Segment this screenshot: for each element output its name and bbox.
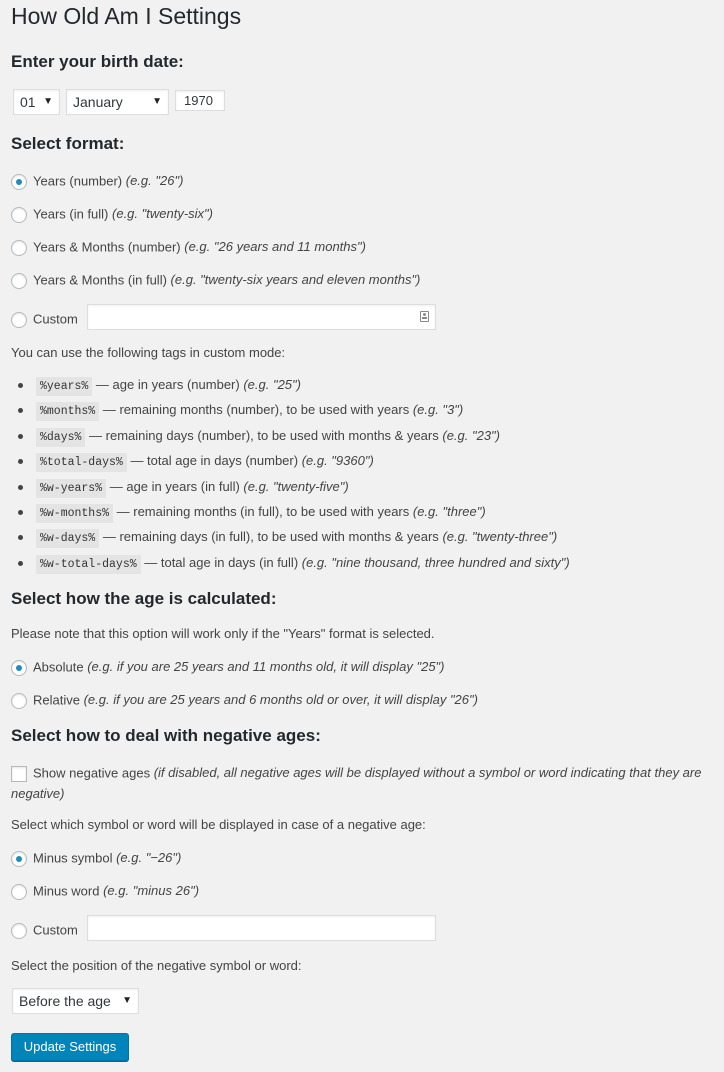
option-label: Years & Months (in full) xyxy=(33,272,167,288)
list-item xyxy=(11,425,570,450)
tags-list xyxy=(11,374,570,577)
calculation-heading: Select how the age is calculated: xyxy=(11,589,277,608)
bullet-icon xyxy=(18,408,23,413)
format-option-years-full[interactable] xyxy=(11,204,213,224)
symbol-intro: Select which symbol or word will be displayed in case of a negative age: xyxy=(11,817,426,832)
tag-description: — remaining days (number), to be used with months & years xyxy=(85,427,443,443)
bullet-icon xyxy=(18,434,23,439)
tag-example: (e.g. "twenty-five") xyxy=(243,478,349,494)
option-example: (e.g. "−26") xyxy=(116,850,182,865)
tag-description: — total age in days (number) xyxy=(126,453,302,469)
option-example: (e.g. "twenty-six years and eleven months") xyxy=(170,272,421,287)
birth-day-select[interactable] xyxy=(13,89,60,115)
option-example: (e.g. "26") xyxy=(125,173,184,188)
birth-year-input[interactable]: 1970 xyxy=(175,90,225,111)
list-item xyxy=(11,399,570,424)
tag-example: (e.g. "9360") xyxy=(301,453,374,469)
option-label: Years (number) xyxy=(33,173,123,189)
negative-heading: Select how to deal with negative ages: xyxy=(11,726,321,745)
bullet-icon xyxy=(18,561,23,566)
option-label: Years (in full) xyxy=(33,206,109,222)
option-label: Minus symbol xyxy=(33,850,113,866)
calculation-note: Please note that this option will work only if the "Years" format is selected. xyxy=(11,626,435,641)
tag-description: — age in years (number) xyxy=(92,377,244,392)
list-item xyxy=(11,552,570,577)
tag-code: %w-months% xyxy=(36,504,113,523)
tag-description: — remaining months (in full), to be used with years xyxy=(113,503,413,519)
update-settings-button[interactable]: Update Settings xyxy=(11,1033,129,1061)
tag-example: (e.g. "twenty-three") xyxy=(442,529,558,545)
format-option-custom[interactable] xyxy=(11,309,78,329)
dropdown-arrow-icon: ▼ xyxy=(122,995,132,1006)
tag-description: — age in years (in full) xyxy=(106,478,244,494)
format-option-years-number[interactable] xyxy=(11,171,183,191)
negative-option-custom[interactable] xyxy=(11,920,78,940)
radio-icon[interactable] xyxy=(11,923,27,939)
negative-option-minus-word[interactable] xyxy=(11,881,199,901)
radio-icon[interactable] xyxy=(11,273,27,289)
birth-month-select[interactable] xyxy=(66,89,169,115)
option-example: (e.g. "minus 26") xyxy=(103,883,200,898)
tag-code: %years% xyxy=(36,377,92,396)
calculation-option-relative[interactable] xyxy=(11,690,478,710)
calculation-option-absolute[interactable] xyxy=(11,657,445,677)
radio-icon[interactable] xyxy=(11,240,27,256)
bullet-icon xyxy=(18,485,23,490)
tag-example: (e.g. "3") xyxy=(412,402,464,418)
tags-intro: You can use the following tags in custom mode: xyxy=(11,345,286,360)
format-heading: Select format: xyxy=(11,134,125,153)
tag-example: (e.g. "nine thousand, three hundred and sixty") xyxy=(301,554,570,570)
tag-example: (e.g. "23") xyxy=(442,427,501,443)
option-label: Relative xyxy=(33,692,80,708)
position-intro: Select the position of the negative symbol or word: xyxy=(11,958,302,973)
negative-option-minus-symbol[interactable] xyxy=(11,848,181,868)
option-example: (e.g. "26 years and 11 months") xyxy=(184,239,366,254)
tag-description: — remaining months (number), to be used with years xyxy=(99,402,413,418)
bullet-icon xyxy=(18,383,23,388)
bullet-icon xyxy=(18,510,23,515)
birth-date-heading: Enter your birth date: xyxy=(11,52,184,71)
option-label: Custom xyxy=(33,311,78,327)
birth-day-value: 01 xyxy=(20,94,36,110)
bullet-icon xyxy=(18,535,23,540)
option-example: (e.g. if you are 25 years and 6 months old or over, it will display "26") xyxy=(83,692,478,707)
bullet-icon xyxy=(18,459,23,464)
birth-month-value: January xyxy=(73,94,123,110)
radio-icon[interactable] xyxy=(11,693,27,709)
tag-code: %w-days% xyxy=(36,529,99,548)
radio-icon[interactable] xyxy=(11,312,27,328)
page-title: How Old Am I Settings xyxy=(11,3,242,29)
show-negative-ages-option[interactable] xyxy=(11,763,711,803)
radio-icon[interactable] xyxy=(11,884,27,900)
tag-description: — remaining days (in full), to be used with months & years xyxy=(99,529,443,545)
format-option-years-months-full[interactable] xyxy=(11,270,420,290)
negative-position-select[interactable] xyxy=(12,988,139,1014)
tag-code: %days% xyxy=(36,428,85,447)
list-item xyxy=(11,526,570,551)
tag-code: %w-total-days% xyxy=(36,555,141,574)
negative-position-value: Before the age xyxy=(19,993,111,1009)
option-label: Show negative ages xyxy=(33,765,151,781)
contact-card-icon[interactable] xyxy=(420,311,429,322)
dropdown-arrow-icon: ▼ xyxy=(152,96,162,107)
option-label: Custom xyxy=(33,922,78,938)
list-item xyxy=(11,476,570,501)
option-example: (e.g. "twenty-six") xyxy=(112,206,213,221)
list-item xyxy=(11,374,570,399)
tag-description: — total age in days (in full) xyxy=(140,554,302,570)
tag-code: %total-days% xyxy=(36,453,127,472)
format-custom-input[interactable] xyxy=(87,304,436,330)
list-item xyxy=(11,501,570,526)
radio-icon[interactable] xyxy=(11,207,27,223)
option-example: (e.g. if you are 25 years and 11 months old, it will display "25") xyxy=(87,659,445,674)
option-label: Minus word xyxy=(33,883,100,899)
negative-custom-input[interactable] xyxy=(87,915,436,941)
tag-example: (e.g. "25") xyxy=(243,377,301,392)
format-option-years-months-number[interactable] xyxy=(11,237,366,257)
radio-checked-icon[interactable] xyxy=(11,660,27,676)
radio-checked-icon[interactable] xyxy=(11,851,27,867)
option-note: (if disabled, all negative ages will be displayed without a symbol or word indicating that they are negative) xyxy=(11,765,702,801)
tag-code: %w-years% xyxy=(36,479,106,498)
tag-example: (e.g. "three") xyxy=(412,503,486,519)
tag-code: %months% xyxy=(36,402,99,421)
option-label: Years & Months (number) xyxy=(33,239,181,255)
list-item xyxy=(11,450,570,475)
radio-checked-icon[interactable] xyxy=(11,174,27,190)
checkbox-icon[interactable] xyxy=(11,766,27,782)
dropdown-arrow-icon: ▼ xyxy=(43,96,53,107)
option-label: Absolute xyxy=(33,659,84,675)
